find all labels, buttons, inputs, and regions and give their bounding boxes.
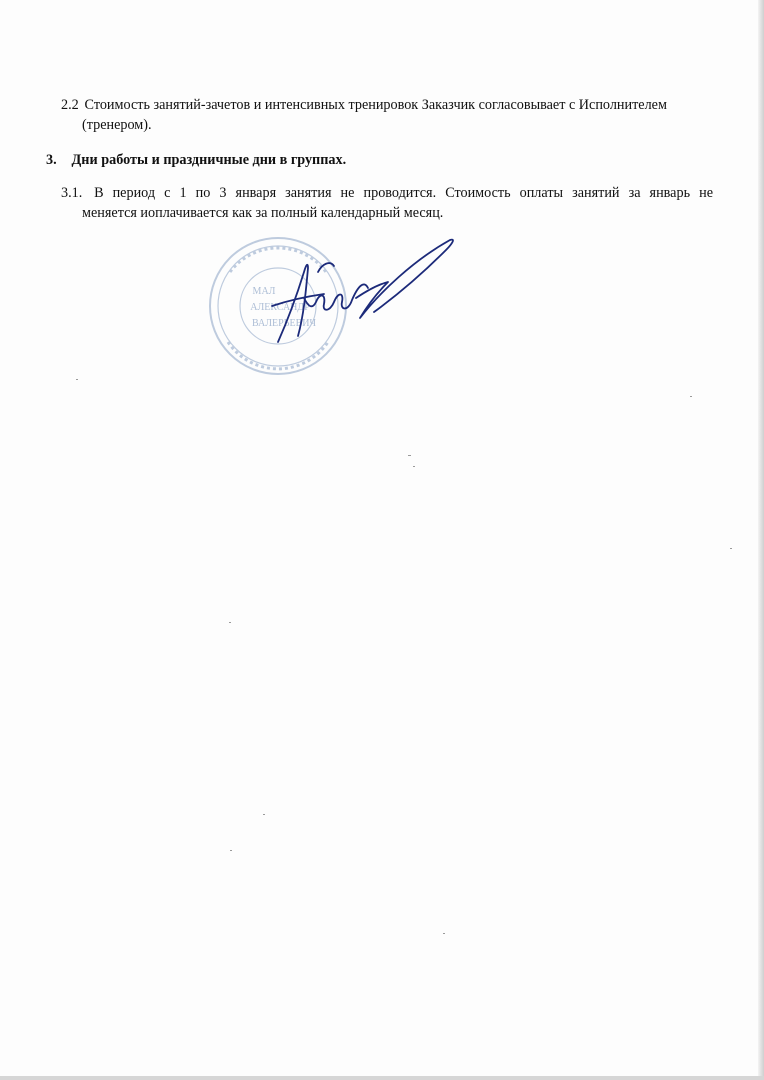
scan-speck bbox=[76, 379, 78, 380]
scan-speck bbox=[408, 455, 411, 456]
scan-speck bbox=[730, 548, 732, 549]
clause-number: 2.2 bbox=[61, 97, 79, 113]
section-title: Дни работы и праздничные дни в группах. bbox=[71, 152, 347, 168]
scan-edge-bottom bbox=[0, 1076, 764, 1080]
stamp-line-3: ВАЛЕРЬЕВИЧ bbox=[252, 318, 316, 329]
stamp-line-1: МАЛ bbox=[252, 286, 276, 297]
clause-text-line-1: Стоимость занятий-зачетов и интенсивных тренировок Заказчик согласовывает с Исполнителем bbox=[84, 97, 667, 113]
scan-speck bbox=[230, 850, 232, 851]
scan-speck bbox=[229, 622, 231, 623]
scan-speck bbox=[690, 396, 692, 397]
section-3-heading bbox=[46, 150, 346, 170]
scan-speck bbox=[263, 814, 265, 815]
clause-text-line-2: (тренером). bbox=[82, 117, 152, 133]
clause-text-line-2: меняется иоплачивается как за полный календарный месяц. bbox=[82, 205, 444, 221]
section-number: 3. bbox=[46, 152, 57, 168]
clause-text-line-1: В период с 1 по 3 января занятия не проводится. Стоимость оплаты занятий за январь не bbox=[94, 185, 713, 201]
clause-first-line bbox=[61, 183, 713, 203]
scan-speck bbox=[413, 466, 415, 467]
scan-edge-right bbox=[758, 0, 764, 1080]
stamp-and-signature bbox=[200, 232, 470, 382]
clause-3-1 bbox=[61, 183, 713, 223]
clause-number: 3.1. bbox=[61, 185, 83, 201]
stamp-line-2: АЛЕКСАНДР bbox=[250, 302, 310, 313]
scan-speck bbox=[443, 933, 445, 934]
stamp-text bbox=[250, 286, 316, 329]
clause-2-2 bbox=[61, 95, 713, 135]
